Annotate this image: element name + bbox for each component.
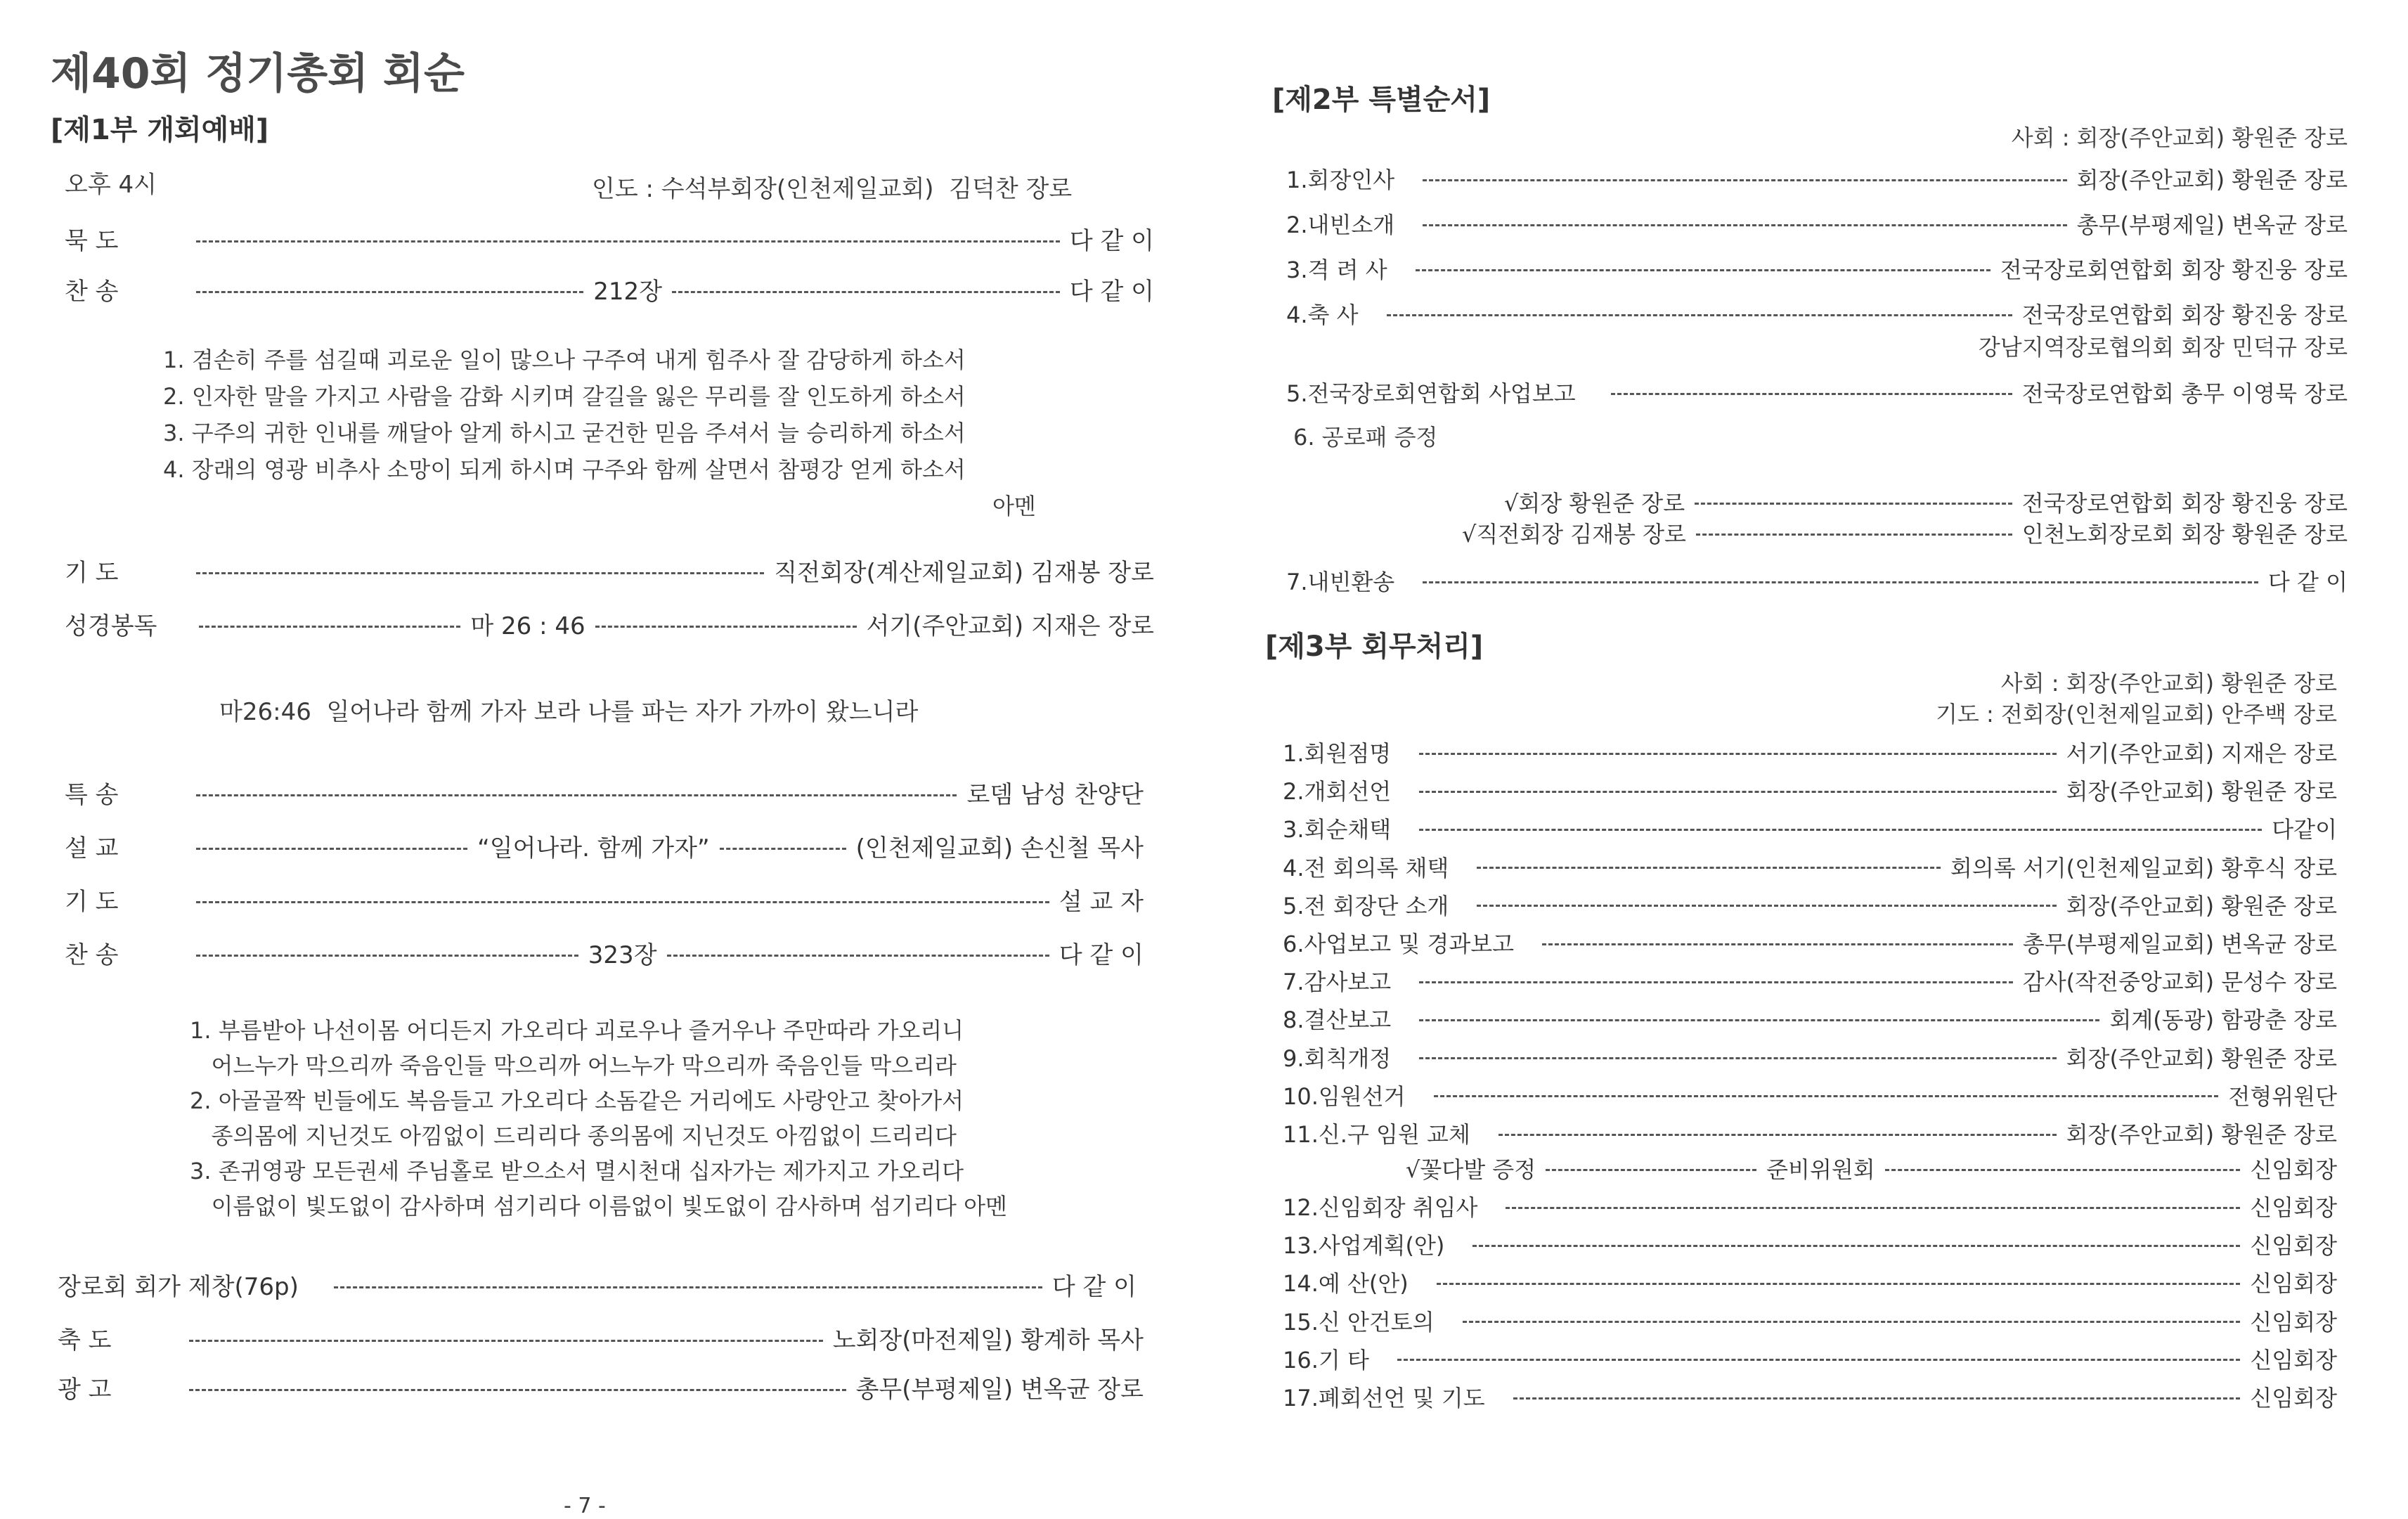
elders-anthem-row — [58, 1275, 1137, 1299]
p3-item-value: 신임회장 — [2250, 1308, 2337, 1336]
leader-dots — [667, 955, 1049, 957]
award-row — [1462, 521, 2348, 548]
leader-dots — [1419, 981, 2013, 983]
page-number: - 7 - — [564, 1494, 606, 1518]
leader-dots — [595, 626, 857, 628]
p2-item6: 6. 공로패 증정 — [1293, 424, 1438, 451]
prayer2-row — [65, 890, 1144, 914]
p2-item-label: 5.전국장로회연합회 사업보고 — [1286, 380, 1576, 407]
prayer1-value: 직전회장(계산제일교회) 김재봉 장로 — [774, 559, 1154, 587]
p2-item-value: 회장(주안교회) 황원준 장로 — [2076, 167, 2348, 193]
leader-dots — [1542, 943, 2013, 945]
p3-item-value: 신임회장 — [2250, 1232, 2337, 1260]
p3-item-label: 15.신 안건토의 — [1283, 1308, 1435, 1336]
leader-dots — [196, 955, 578, 957]
bouquet-mid: 준비위원회 — [1766, 1156, 1875, 1183]
leader-dots — [1546, 1169, 1756, 1171]
p3-item-label: 4.전 회의록 채택 — [1283, 854, 1449, 881]
leader-dots — [1477, 905, 2056, 907]
special-song-value: 로뎀 남성 찬양단 — [966, 781, 1144, 809]
leader-dots — [720, 848, 846, 850]
bible-label: 성경봉독 — [65, 612, 157, 640]
hymn1-number: 212장 — [593, 278, 663, 306]
hymn2-lyric: 이름없이 빛도없이 감사하며 섬기리다 이름없이 빛도없이 감사하며 섬기리다 아멘 — [190, 1193, 1007, 1220]
p3-item-label: 6.사업보고 및 경과보고 — [1283, 931, 1515, 957]
p3-item-label: 14.예 산(안) — [1283, 1270, 1409, 1298]
leader-dots — [1434, 1095, 2219, 1097]
sermon-row — [65, 836, 1144, 860]
leader-dots — [1423, 581, 2258, 583]
award-label: √직전회장 김재봉 장로 — [1462, 521, 1686, 548]
leader-dots — [1463, 1321, 2241, 1323]
award-value: 전국장로연합회 회장 황진웅 장로 — [2021, 490, 2348, 517]
leader-dots — [196, 901, 1049, 903]
award-value: 인천노회장로회 회장 황원준 장로 — [2021, 521, 2348, 548]
benediction-row — [58, 1326, 1144, 1355]
benediction-value: 노회장(마전제일) 황계하 목사 — [832, 1326, 1144, 1355]
p3-item — [1283, 742, 2337, 765]
hymn2-lyric: 종의몸에 지닌것도 아낌없이 드리리다 종의몸에 지닌것도 아낌없이 드리리다 — [190, 1123, 957, 1149]
hymn2-lyric: 2. 아골골짝 빈들에도 복음들고 가오리다 소돔같은 거리에도 사랑안고 찾아가서 — [190, 1087, 964, 1114]
leader-dots — [1437, 1283, 2241, 1285]
p2-item-label: 2.내빈소개 — [1286, 212, 1395, 238]
p3-item-value: 서기(주안교회) 지재은 장로 — [2066, 740, 2337, 767]
p3-item-value: 신임회장 — [2250, 1270, 2337, 1298]
p3-item-value: 회장(주안교회) 황원준 장로 — [2066, 892, 2337, 919]
p3-item — [1283, 778, 2337, 806]
leader-dots — [1611, 393, 2012, 395]
p3-item-label: 12.신임회장 취임사 — [1283, 1194, 1478, 1221]
bouquet-value: 신임회장 — [2250, 1156, 2337, 1183]
p2-item-value: 전국장로회연합회 회장 황진웅 장로 — [2000, 257, 2348, 283]
p3-item-value: 총무(부평제일교회) 변옥균 장로 — [2022, 931, 2337, 957]
leader-dots — [196, 572, 765, 574]
hymn2-row — [65, 943, 1144, 967]
special-song-label: 특 송 — [65, 781, 119, 809]
p3-item — [1283, 1270, 2337, 1298]
page-title: 제40회 정기총회 회순 — [51, 49, 465, 98]
hymn2-lyric: 어느누가 막으리까 죽음인들 막으리까 어느누가 막으리까 죽음인들 막으리라 — [190, 1052, 957, 1079]
p3-item-label: 3.회순채택 — [1283, 816, 1392, 843]
p2-item — [1286, 214, 2348, 236]
leader-dots — [672, 291, 1060, 293]
p3-item-label: 9.회칙개정 — [1283, 1045, 1392, 1072]
leader-dots — [1423, 179, 2066, 181]
p3-item — [1283, 1387, 2337, 1409]
leader-dots — [1387, 314, 2012, 316]
p3-item-value: 회계(동광) 함광춘 장로 — [2109, 1007, 2337, 1034]
hymn1-lyric: 4. 장래의 영광 비추사 소망이 되게 하시며 구주와 함께 살면서 참평강 얻게 하소서 — [163, 456, 966, 483]
part3-prayer: 기도 : 전회장(인천제일교회) 안주백 장로 — [1935, 701, 2337, 728]
time-label: 오후 4시 — [65, 171, 157, 199]
silent-prayer-label: 묵 도 — [65, 227, 119, 255]
hymn1-label: 찬 송 — [65, 278, 119, 306]
bible-value: 서기(주안교회) 지재은 장로 — [866, 612, 1155, 640]
p2-item-label: 7.내빈환송 — [1286, 569, 1395, 595]
leader-dots — [1477, 867, 1941, 869]
p3-item-label: 10.임원선거 — [1283, 1082, 1406, 1110]
leader-dots — [1423, 224, 2066, 226]
p3-item — [1283, 933, 2337, 955]
p3-item — [1283, 818, 2337, 841]
p3-item — [1283, 854, 2337, 881]
p2-item-label: 1.회장인사 — [1286, 167, 1395, 193]
sermon-label: 설 교 — [65, 834, 119, 862]
leader-text: 인도 : 수석부회장(인천제일교회) 김덕찬 장로 — [592, 175, 1073, 203]
p2-item-label: 3.격 려 사 — [1286, 257, 1387, 283]
hymn2-lyric: 3. 존귀영광 모든권세 주님홀로 받으소서 멸시천대 십자가는 제가지고 가오리다 — [190, 1158, 964, 1184]
p3-item — [1283, 1047, 2337, 1070]
leader-dots — [1397, 1359, 2240, 1361]
p3-item — [1283, 892, 2337, 919]
hymn1-value: 다 같 이 — [1069, 278, 1154, 306]
benediction-label: 축 도 — [58, 1326, 112, 1355]
p2-item — [1286, 571, 2348, 593]
bible-reference: 마 26 : 46 — [470, 612, 585, 640]
p3-item-value: 신임회장 — [2250, 1346, 2337, 1373]
part2-host: 사회 : 회장(주안교회) 황원준 장로 — [2011, 124, 2348, 151]
p3-item-value: 다같이 — [2272, 816, 2337, 843]
p2-item — [1286, 304, 2348, 326]
sermon-title: “일어나라. 함께 가자” — [477, 834, 710, 862]
leader-dots — [189, 1340, 823, 1342]
leader-dots — [1416, 269, 1991, 271]
leader-dots — [1498, 1134, 2057, 1136]
p3-item-label: 1.회원점명 — [1283, 740, 1392, 767]
p2-item4-extra: 강남지역장로협의회 회장 민덕규 장로 — [1978, 334, 2348, 361]
p2-item-value: 다 같 이 — [2267, 569, 2348, 595]
p3-item-label: 8.결산보고 — [1283, 1007, 1392, 1034]
elders-anthem-label: 장로회 회가 제창(76p) — [58, 1273, 299, 1301]
award-label: √회장 황원준 장로 — [1504, 490, 1685, 517]
p3-item-value: 회장(주안교회) 황원준 장로 — [2066, 1045, 2337, 1072]
prayer1-label: 기 도 — [65, 559, 119, 587]
leader-dots — [1419, 1019, 2099, 1021]
hymn1-lyric: 2. 인자한 말을 가지고 사람을 감화 시키며 갈길을 잃은 무리를 잘 인도하게 하소서 — [163, 383, 966, 410]
leader-dots — [199, 626, 460, 628]
hymn1-lyric: 3. 구주의 귀한 인내를 깨달아 알게 하시고 굳건한 믿음 주셔서 늘 승리하게 하소서 — [163, 420, 966, 446]
p3-item-label: 2.개회선언 — [1283, 778, 1392, 806]
announcement-value: 총무(부평제일) 변옥균 장로 — [855, 1376, 1144, 1404]
special-song-row — [65, 783, 1144, 807]
prayer1-row — [65, 561, 1154, 585]
amen-text: 아멘 — [992, 493, 1036, 519]
announcement-label: 광 고 — [58, 1376, 112, 1404]
p3-item-value: 전형위원단 — [2228, 1082, 2337, 1110]
p3-item — [1283, 1082, 2337, 1110]
p2-item-label: 4.축 사 — [1286, 302, 1359, 328]
p3-item-value: 신임회장 — [2250, 1194, 2337, 1221]
p3-item-value: 회의록 서기(인천제일교회) 황후식 장로 — [1950, 854, 2337, 881]
prayer2-label: 기 도 — [65, 888, 119, 916]
p2-item-value: 전국장로연합회 총무 이영묵 장로 — [2021, 380, 2348, 407]
p3-item — [1283, 1346, 2337, 1373]
bouquet-label: √꽃다발 증정 — [1406, 1156, 1536, 1183]
p3-item-label: 17.폐회선언 및 기도 — [1283, 1385, 1485, 1411]
hymn1-lyric: 1. 겸손히 주를 섬길때 괴로운 일이 많으나 구주여 내게 힘주사 잘 감당하게 하소서 — [163, 347, 966, 373]
p3-item-label: 11.신.구 임원 교체 — [1283, 1121, 1470, 1148]
leader-dots — [1472, 1245, 2240, 1247]
leader-dots — [1419, 829, 2262, 831]
leader-dots — [1506, 1207, 2240, 1209]
announcement-row — [58, 1378, 1144, 1402]
p3-item — [1283, 1232, 2337, 1260]
p3-item-value: 감사(작전중앙교회) 문성수 장로 — [2022, 969, 2337, 996]
p2-item — [1286, 169, 2348, 191]
p3-item-label: 5.전 회장단 소개 — [1283, 892, 1449, 919]
part3-heading: [제3부 회무처리] — [1265, 631, 1484, 663]
leader-dots — [196, 794, 957, 796]
p3-item — [1283, 1308, 2337, 1336]
p3-item-label: 13.사업계획(안) — [1283, 1232, 1445, 1260]
leader-dots — [1695, 503, 2012, 505]
p3-item-value: 회장(주안교회) 황원준 장로 — [2066, 778, 2337, 806]
p2-item — [1286, 259, 2348, 281]
bouquet-row — [1406, 1158, 2337, 1181]
leader-dots — [1419, 791, 2056, 793]
award-row — [1504, 492, 2348, 515]
part1-heading: [제1부 개회예배] — [51, 114, 269, 146]
p3-item — [1283, 1007, 2337, 1034]
p3-item-value: 회장(주안교회) 황원준 장로 — [2066, 1121, 2337, 1148]
sermon-value: (인천제일교회) 손신철 목사 — [855, 834, 1144, 862]
p3-item-label: 16.기 타 — [1283, 1346, 1369, 1373]
p3-item — [1283, 969, 2337, 996]
hymn2-number: 323장 — [588, 941, 657, 969]
p2-item-value: 총무(부평제일) 변옥균 장로 — [2076, 212, 2348, 238]
p3-item — [1283, 1196, 2337, 1219]
silent-prayer-value: 다 같 이 — [1069, 227, 1154, 255]
leader-dots — [196, 291, 584, 293]
leader-dots — [189, 1389, 846, 1391]
part3-host: 사회 : 회장(주안교회) 황원준 장로 — [2000, 670, 2337, 697]
leader-dots — [334, 1286, 1042, 1288]
p3-item-value: 신임회장 — [2250, 1385, 2337, 1411]
hymn1-row — [65, 280, 1154, 304]
leader-dots — [1696, 534, 2012, 536]
hymn2-label: 찬 송 — [65, 941, 119, 969]
leader-dots — [1419, 753, 2056, 755]
hymn2-lyric: 1. 부름받아 나선이몸 어디든지 가오리다 괴로우나 즐거우나 주만따라 가오리니 — [190, 1017, 964, 1044]
bible-row — [65, 614, 1154, 638]
p3-item-label: 7.감사보고 — [1283, 969, 1392, 996]
verse-text: 마26:46 일어나라 함께 가자 보라 나를 파는 자가 가까이 왔느니라 — [219, 698, 919, 726]
leader-dots — [1885, 1169, 2241, 1171]
leader-dots — [196, 240, 1060, 243]
part2-heading: [제2부 특별순서] — [1272, 84, 1491, 116]
elders-anthem-value: 다 같 이 — [1051, 1273, 1137, 1301]
prayer2-value: 설 교 자 — [1059, 888, 1144, 916]
leader-dots — [1419, 1057, 2056, 1059]
hymn2-value: 다 같 이 — [1059, 941, 1144, 969]
p3-item — [1283, 1123, 2337, 1146]
p2-item — [1286, 382, 2348, 405]
leader-dots — [1513, 1397, 2241, 1400]
leader-dots — [196, 848, 468, 850]
silent-prayer-row — [65, 229, 1154, 253]
p2-item-value: 전국장로연합회 회장 황진웅 장로 — [2021, 302, 2348, 328]
